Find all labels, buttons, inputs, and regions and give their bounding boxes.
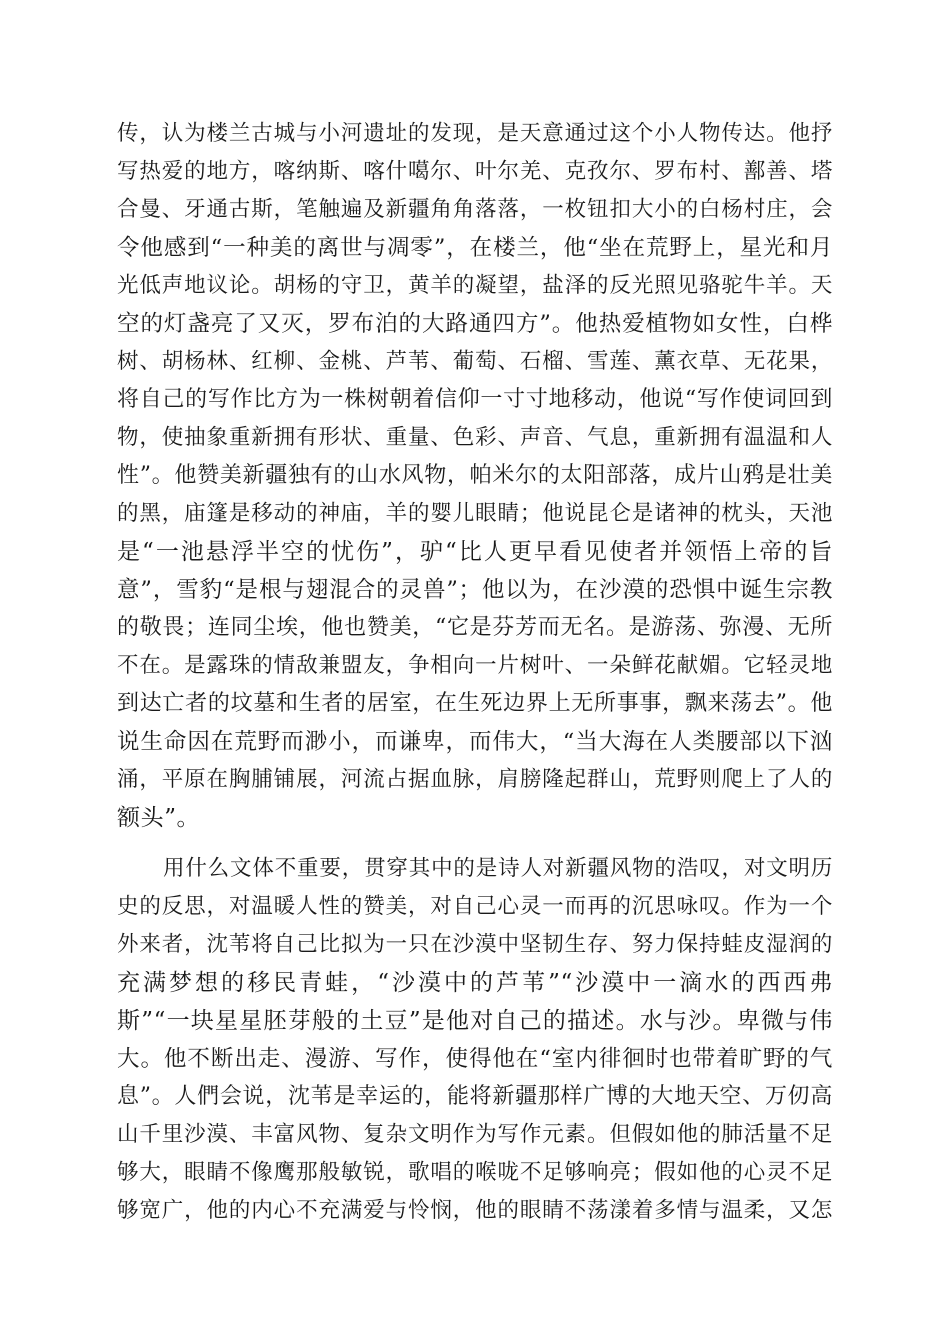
text-line: 物，使抽象重新拥有形状、重量、色彩、声音、气息，重新拥有温温和人 — [117, 425, 833, 450]
text-line: 意”，雪豹“是根与翅混合的灵兽”；他以为，在沙漠的恐惧中诞生宗教 — [117, 577, 833, 603]
text-line: 空的灯盏亮了又灭，罗布泊的大路通四方”。他热爱植物如女性，白桦 — [117, 311, 833, 337]
text-line: 性”。他赞美新疆独有的山水风物，帕米尔的太阳部落，成片山鸦是壮美 — [117, 463, 833, 488]
text-line: 外来者，沈苇将自己比拟为一只在沙漠中坚韧生存、努力保持蛙皮湿润的 — [117, 932, 833, 957]
text-line: 的黑，庙篷是移动的神庙，羊的婴儿眼睛；他说昆仑是诸神的枕头，天池 — [117, 501, 833, 526]
text-line: 斯”“一块星星胚芽般的土豆”是他对自己的描述。水与沙。卑微与伟 — [117, 1008, 833, 1034]
text-line: 传，认为楼兰古城与小河遗址的发现，是天意通过这个小人物传达。他抒 — [117, 121, 833, 146]
text-line: 说生命因在荒野而渺小，而谦卑，而伟大，“当大海在人类腰部以下汹 — [117, 729, 833, 755]
text-line: 够大，眼睛不像鹰那般敏锐，歌唱的喉咙不足够响亮；假如他的心灵不足 — [117, 1160, 833, 1185]
text-line: 用什么文体不重要，贯穿其中的是诗人对新疆风物的浩叹，对文明历 — [163, 856, 833, 881]
text-line: 树、胡杨林、红柳、金桃、芦苇、葡萄、石榴、雪莲、薰衣草、无花果， — [117, 349, 833, 374]
text-line: 涌，平原在胸脯铺展，河流占据血脉，肩膀隆起群山，荒野则爬上了人的 — [117, 767, 833, 792]
text-line: 到达亡者的坟墓和生者的居室，在生死边界上无所事事，飘来荡去”。他 — [117, 691, 833, 716]
text-line: 不在。是露珠的情敌兼盟友，争相向一片树叶、一朵鲜花献媚。它轻灵地 — [117, 653, 833, 678]
text-line: 写热爱的地方，喀纳斯、喀什噶尔、叶尔羌、克孜尔、罗布村、鄯善、塔 — [117, 159, 833, 184]
text-line: 史的反思，对温暖人性的赞美，对自己心灵一而再的沉思咏叹。作为一个 — [117, 894, 833, 919]
text-line: 令他感到“一种美的离世与凋零”，在楼兰，他“坐在荒野上，星光和月 — [117, 235, 833, 261]
text-line: 合曼、牙通古斯，笔触遍及新疆角角落落，一枚钮扣大小的白杨村庄，会 — [117, 197, 833, 222]
text-line: 光低声地议论。胡杨的守卫，黄羊的凝望，盐泽的反光照见骆驼牛羊。天 — [117, 273, 833, 298]
text-line: 充满梦想的移民青蛙，“沙漠中的芦苇”“沙漠中一滴水的西西弗 — [117, 970, 833, 996]
text-line: 的敬畏；连同尘埃，他也赞美，“它是芬芳而无名。是游荡、弥漫、无所 — [117, 615, 833, 640]
text-line: 大。他不断出走、漫游、写作，使得他在“室内徘徊时也带着旷野的气 — [117, 1046, 833, 1072]
text-line: 是“一池悬浮半空的忧伤”，驴“比人更早看见使者并领悟上帝的旨 — [117, 539, 833, 565]
text-line: 将自己的写作比方为一株树朝着信仰一寸寸地移动，他说“写作使词回到 — [117, 387, 833, 412]
text-line: 息”。人們会说，沈苇是幸运的，能将新疆那样广博的大地天空、万仞高 — [117, 1084, 833, 1109]
text-line: 额头”。 — [117, 805, 201, 831]
text-line: 山千里沙漠、丰富风物、复杂文明作为写作元素。但假如他的肺活量不足 — [117, 1122, 833, 1147]
text-line: 够宽广，他的内心不充满爱与怜悯，他的眼睛不荡漾着多情与温柔，又怎 — [117, 1198, 833, 1223]
